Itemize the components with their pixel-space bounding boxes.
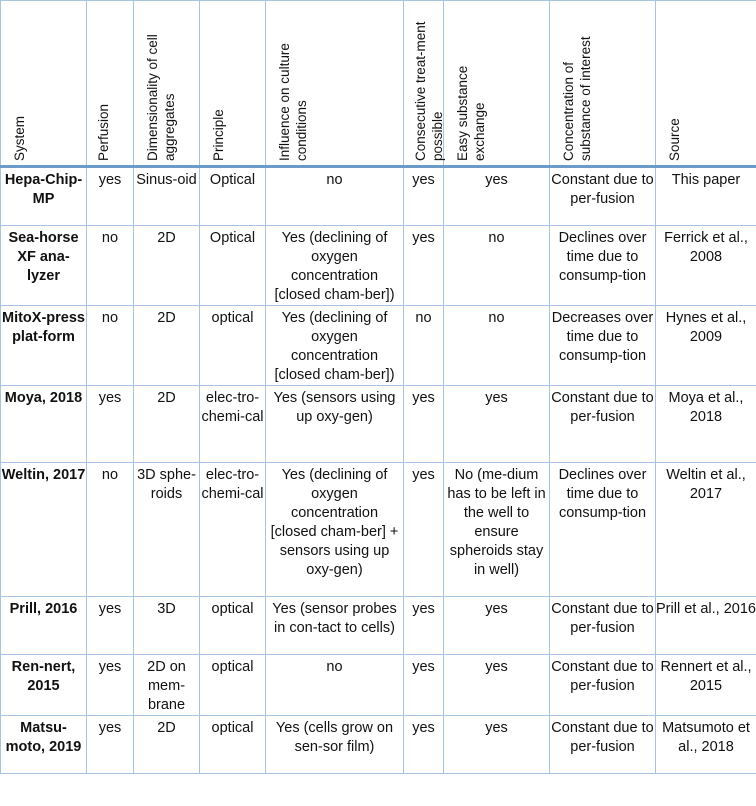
- cell-system: MitoX-press plat-form: [1, 306, 87, 386]
- cell-influence: no: [266, 655, 404, 716]
- table-row: [1, 463, 756, 597]
- cell-dimensionality: 2D: [134, 226, 200, 306]
- cell-system: Moya, 2018: [1, 386, 87, 463]
- cell-principle: optical: [200, 655, 266, 716]
- cell-source: Weltin et al., 2017: [656, 463, 756, 597]
- cell-consecutive: yes: [404, 226, 444, 306]
- cell-concentration: Decreases over time due to consump-tion: [550, 306, 656, 386]
- cell-source: Moya et al., 2018: [656, 386, 756, 463]
- cell-dimensionality: 2D: [134, 716, 200, 774]
- cell-consecutive: yes: [404, 463, 444, 597]
- cell-system: Sea-horse XF ana-lyzer: [1, 226, 87, 306]
- cell-concentration: Constant due to per-fusion: [550, 597, 656, 655]
- cell-principle: elec-tro-chemi-cal: [200, 386, 266, 463]
- cell-concentration: Declines over time due to consump-tion: [550, 226, 656, 306]
- header-label: Dimensionality of cell aggregates: [145, 34, 177, 161]
- cell-source: Hynes et al., 2009: [656, 306, 756, 386]
- cell-principle: optical: [200, 306, 266, 386]
- cell-exchange: yes: [444, 716, 550, 774]
- cell-source: This paper: [656, 167, 756, 226]
- header-perfusion: [87, 1, 134, 167]
- header-principle: [200, 1, 266, 167]
- header-label: Concentration of substance of interest: [561, 36, 593, 161]
- cell-principle: Optical: [200, 226, 266, 306]
- table-row: [1, 386, 756, 463]
- cell-dimensionality: 2D: [134, 386, 200, 463]
- cell-influence: Yes (sensor probes in con-tact to cells): [266, 597, 404, 655]
- cell-perfusion: no: [87, 226, 134, 306]
- cell-exchange: yes: [444, 386, 550, 463]
- cell-perfusion: yes: [87, 167, 134, 226]
- cell-consecutive: no: [404, 306, 444, 386]
- cell-consecutive: yes: [404, 167, 444, 226]
- header-dimensionality: [134, 1, 200, 167]
- header-label: Perfusion: [96, 103, 111, 161]
- cell-perfusion: yes: [87, 597, 134, 655]
- cell-influence: Yes (sensors using up oxy-gen): [266, 386, 404, 463]
- header-label: System: [12, 115, 27, 161]
- cell-source: Prill et al., 2016: [656, 597, 756, 655]
- cell-perfusion: no: [87, 306, 134, 386]
- cell-exchange: no: [444, 226, 550, 306]
- table-row: [1, 597, 756, 655]
- cell-source: Ferrick et al., 2008: [656, 226, 756, 306]
- table-row: [1, 226, 756, 306]
- header-system: [1, 1, 87, 167]
- cell-dimensionality: Sinus-oid: [134, 167, 200, 226]
- table-row: [1, 167, 756, 226]
- header-source: [656, 1, 756, 167]
- cell-influence: no: [266, 167, 404, 226]
- cell-influence: Yes (declining of oxygen concentration [closed cham-ber]): [266, 226, 404, 306]
- cell-system: Weltin, 2017: [1, 463, 87, 597]
- header-label: Consecutive treat-ment possible: [413, 21, 445, 161]
- cell-principle: optical: [200, 716, 266, 774]
- header-label: Influence on culture conditions: [277, 43, 309, 161]
- cell-source: Rennert et al., 2015: [656, 655, 756, 716]
- cell-system: Hepa-Chip-MP: [1, 167, 87, 226]
- table-row: [1, 716, 756, 774]
- cell-concentration: Constant due to per-fusion: [550, 655, 656, 716]
- cell-perfusion: yes: [87, 655, 134, 716]
- header-exchange: [444, 1, 550, 167]
- header-label: Source: [667, 118, 682, 161]
- cell-dimensionality: 3D: [134, 597, 200, 655]
- cell-consecutive: yes: [404, 386, 444, 463]
- header-label: Principle: [211, 109, 226, 161]
- cell-consecutive: yes: [404, 716, 444, 774]
- cell-consecutive: yes: [404, 597, 444, 655]
- cell-influence: Yes (cells grow on sen-sor film): [266, 716, 404, 774]
- cell-perfusion: no: [87, 463, 134, 597]
- cell-principle: elec-tro-chemi-cal: [200, 463, 266, 597]
- cell-concentration: Constant due to per-fusion: [550, 386, 656, 463]
- cell-dimensionality: 2D on mem-brane: [134, 655, 200, 716]
- cell-concentration: Constant due to per-fusion: [550, 167, 656, 226]
- cell-concentration: Declines over time due to consump-tion: [550, 463, 656, 597]
- header-influence: [266, 1, 404, 167]
- cell-consecutive: yes: [404, 655, 444, 716]
- cell-exchange: yes: [444, 655, 550, 716]
- cell-influence: Yes (declining of oxygen concentration [closed cham-ber]): [266, 306, 404, 386]
- cell-dimensionality: 3D sphe-roids: [134, 463, 200, 597]
- cell-source: Matsumoto et al., 2018: [656, 716, 756, 774]
- header-concentration: [550, 1, 656, 167]
- cell-exchange: yes: [444, 597, 550, 655]
- cell-exchange: No (me-dium has to be left in the well to ensure spheroids stay in well): [444, 463, 550, 597]
- cell-system: Matsu-moto, 2019: [1, 716, 87, 774]
- cell-perfusion: yes: [87, 716, 134, 774]
- cell-dimensionality: 2D: [134, 306, 200, 386]
- cell-concentration: Constant due to per-fusion: [550, 716, 656, 774]
- table-row: [1, 306, 756, 386]
- header-row: [1, 1, 756, 167]
- cell-system: Ren-nert, 2015: [1, 655, 87, 716]
- header-consecutive: [404, 1, 444, 167]
- cell-exchange: yes: [444, 167, 550, 226]
- cell-perfusion: yes: [87, 386, 134, 463]
- table-row: [1, 655, 756, 716]
- cell-influence: Yes (declining of oxygen concentration [closed cham-ber] + sensors using up oxy-gen): [266, 463, 404, 597]
- header-label: Easy substance exchange: [455, 65, 487, 161]
- cell-principle: optical: [200, 597, 266, 655]
- cell-system: Prill, 2016: [1, 597, 87, 655]
- cell-exchange: no: [444, 306, 550, 386]
- cell-principle: Optical: [200, 167, 266, 226]
